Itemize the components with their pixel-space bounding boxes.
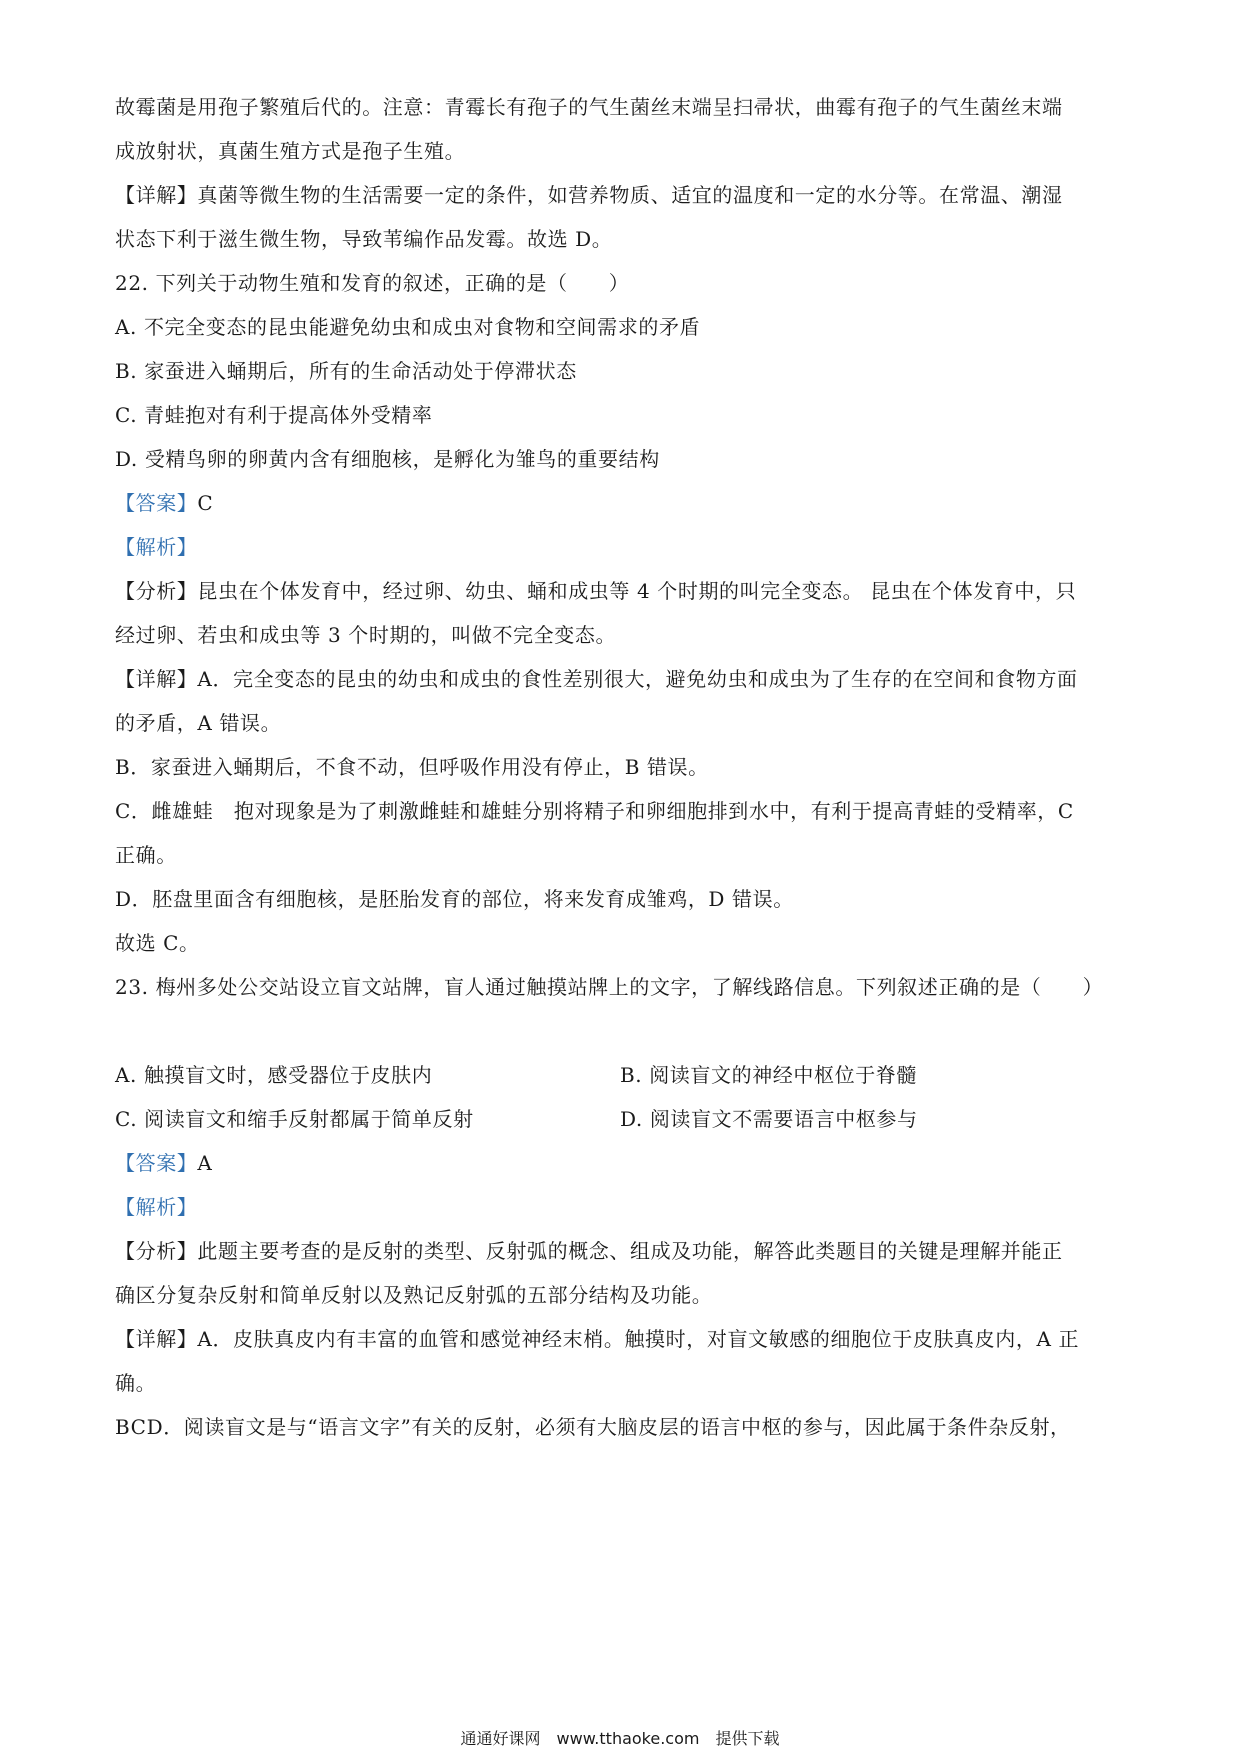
paragraph-line: 【详解】A．皮肤真皮内有丰富的血管和感觉神经末梢。触摸时，对盲文敏感的细胞位于皮肤真皮内，A 正 bbox=[115, 1327, 1080, 1351]
paragraph-line: 【详解】真菌等微生物的生活需要一定的条件，如营养物质、适宜的温度和一定的水分等。在常温、潮湿 bbox=[115, 183, 1063, 207]
paragraph-line: 【分析】此题主要考查的是反射的类型、反射弧的概念、组成及功能，解答此类题目的关键是理解并能正 bbox=[115, 1239, 1063, 1263]
answer-22 bbox=[115, 488, 1135, 518]
paragraph-line: 正确。 bbox=[115, 843, 177, 867]
question-22-option-b: B. 家蚕进入蛹期后，所有的生命活动处于停滞状态 bbox=[115, 359, 577, 383]
question-23-options-row-1 bbox=[115, 1060, 1135, 1090]
question-23-options-row-2 bbox=[115, 1104, 1135, 1134]
question-22-option-c: C. 青蛙抱对有利于提高体外受精率 bbox=[115, 403, 433, 427]
paragraph-line: 故选 C。 bbox=[115, 931, 200, 955]
question-23-option-c: C. 阅读盲文和缩手反射都属于简单反射 bbox=[115, 1107, 474, 1131]
analysis-23-label: 【解析】 bbox=[115, 1195, 198, 1219]
question-22-option-a: A. 不完全变态的昆虫能避免幼虫和成虫对食物和空间需求的矛盾 bbox=[115, 315, 701, 339]
paragraph-line: 确。 bbox=[115, 1371, 157, 1395]
paragraph-line: 状态下利于滋生微生物，导致苇编作品发霉。故选 D。 bbox=[115, 227, 613, 251]
paragraph-line: 确区分复杂反射和简单反射以及熟记反射弧的五部分结构及功能。 bbox=[115, 1283, 713, 1307]
paragraph-line: 经过卵、若虫和成虫等 3 个时期的，叫做不完全变态。 bbox=[115, 623, 617, 647]
paragraph-line: BCD．阅读盲文是与“语言文字”有关的反射，必须有大脑皮层的语言中枢的参与，因此属于条件杂反射， bbox=[115, 1415, 1071, 1439]
answer-label: 【答案】 bbox=[115, 491, 198, 515]
analysis-22-label: 【解析】 bbox=[115, 535, 198, 559]
question-23-option-b: B. 阅读盲文的神经中枢位于脊髓 bbox=[620, 1063, 918, 1087]
question-22-stem: 22. 下列关于动物生殖和发育的叙述，正确的是（ ） bbox=[115, 271, 630, 295]
paragraph-line: 【详解】A．完全变态的昆虫的幼虫和成虫的食性差别很大，避免幼虫和成虫为了生存的在空间和食物方面 bbox=[115, 667, 1078, 691]
paragraph-line: 成放射状，真菌生殖方式是孢子生殖。 bbox=[115, 139, 466, 163]
question-23-option-d: D. 阅读盲文不需要语言中枢参与 bbox=[620, 1107, 918, 1131]
question-23-stem: 23. 梅州多处公交站设立盲文站牌，盲人通过触摸站牌上的文字，了解线路信息。下列叙述正确的是（ ） bbox=[115, 975, 1104, 999]
paragraph-line: D．胚盘里面含有细胞核，是胚胎发育的部位，将来发育成雏鸡，D 错误。 bbox=[115, 887, 794, 911]
paragraph-line: B．家蚕进入蛹期后，不食不动，但呼吸作用没有停止，B 错误。 bbox=[115, 755, 709, 779]
paragraph-line: 【分析】昆虫在个体发育中，经过卵、幼虫、蛹和成虫等 4 个时期的叫完全变态。 昆虫在个体发育中，只 bbox=[115, 579, 1077, 603]
question-23-option-a: A. 触摸盲文时，感受器位于皮肤内 bbox=[115, 1063, 433, 1087]
answer-value: C bbox=[197, 491, 214, 515]
paragraph-line: 故霉菌是用孢子繁殖后代的。注意：青霉长有孢子的气生菌丝末端呈扫帚状，曲霉有孢子的气生菌丝末端 bbox=[115, 95, 1063, 119]
answer-23 bbox=[115, 1148, 1135, 1178]
paragraph-line: C．雌雄蛙 抱对现象是为了刺激雌蛙和雄蛙分别将精子和卵细胞排到水中，有利于提高青蛙的受精率，C bbox=[115, 799, 1074, 823]
footer-watermark-text: 通通好课网 www.tthaoke.com 提供下载 bbox=[460, 1729, 780, 1748]
paragraph-line: 的矛盾，A 错误。 bbox=[115, 711, 282, 735]
question-22-option-d: D. 受精鸟卵的卵黄内含有细胞核，是孵化为雏鸟的重要结构 bbox=[115, 447, 660, 471]
answer-label: 【答案】 bbox=[115, 1151, 198, 1175]
answer-value: A bbox=[197, 1151, 213, 1175]
